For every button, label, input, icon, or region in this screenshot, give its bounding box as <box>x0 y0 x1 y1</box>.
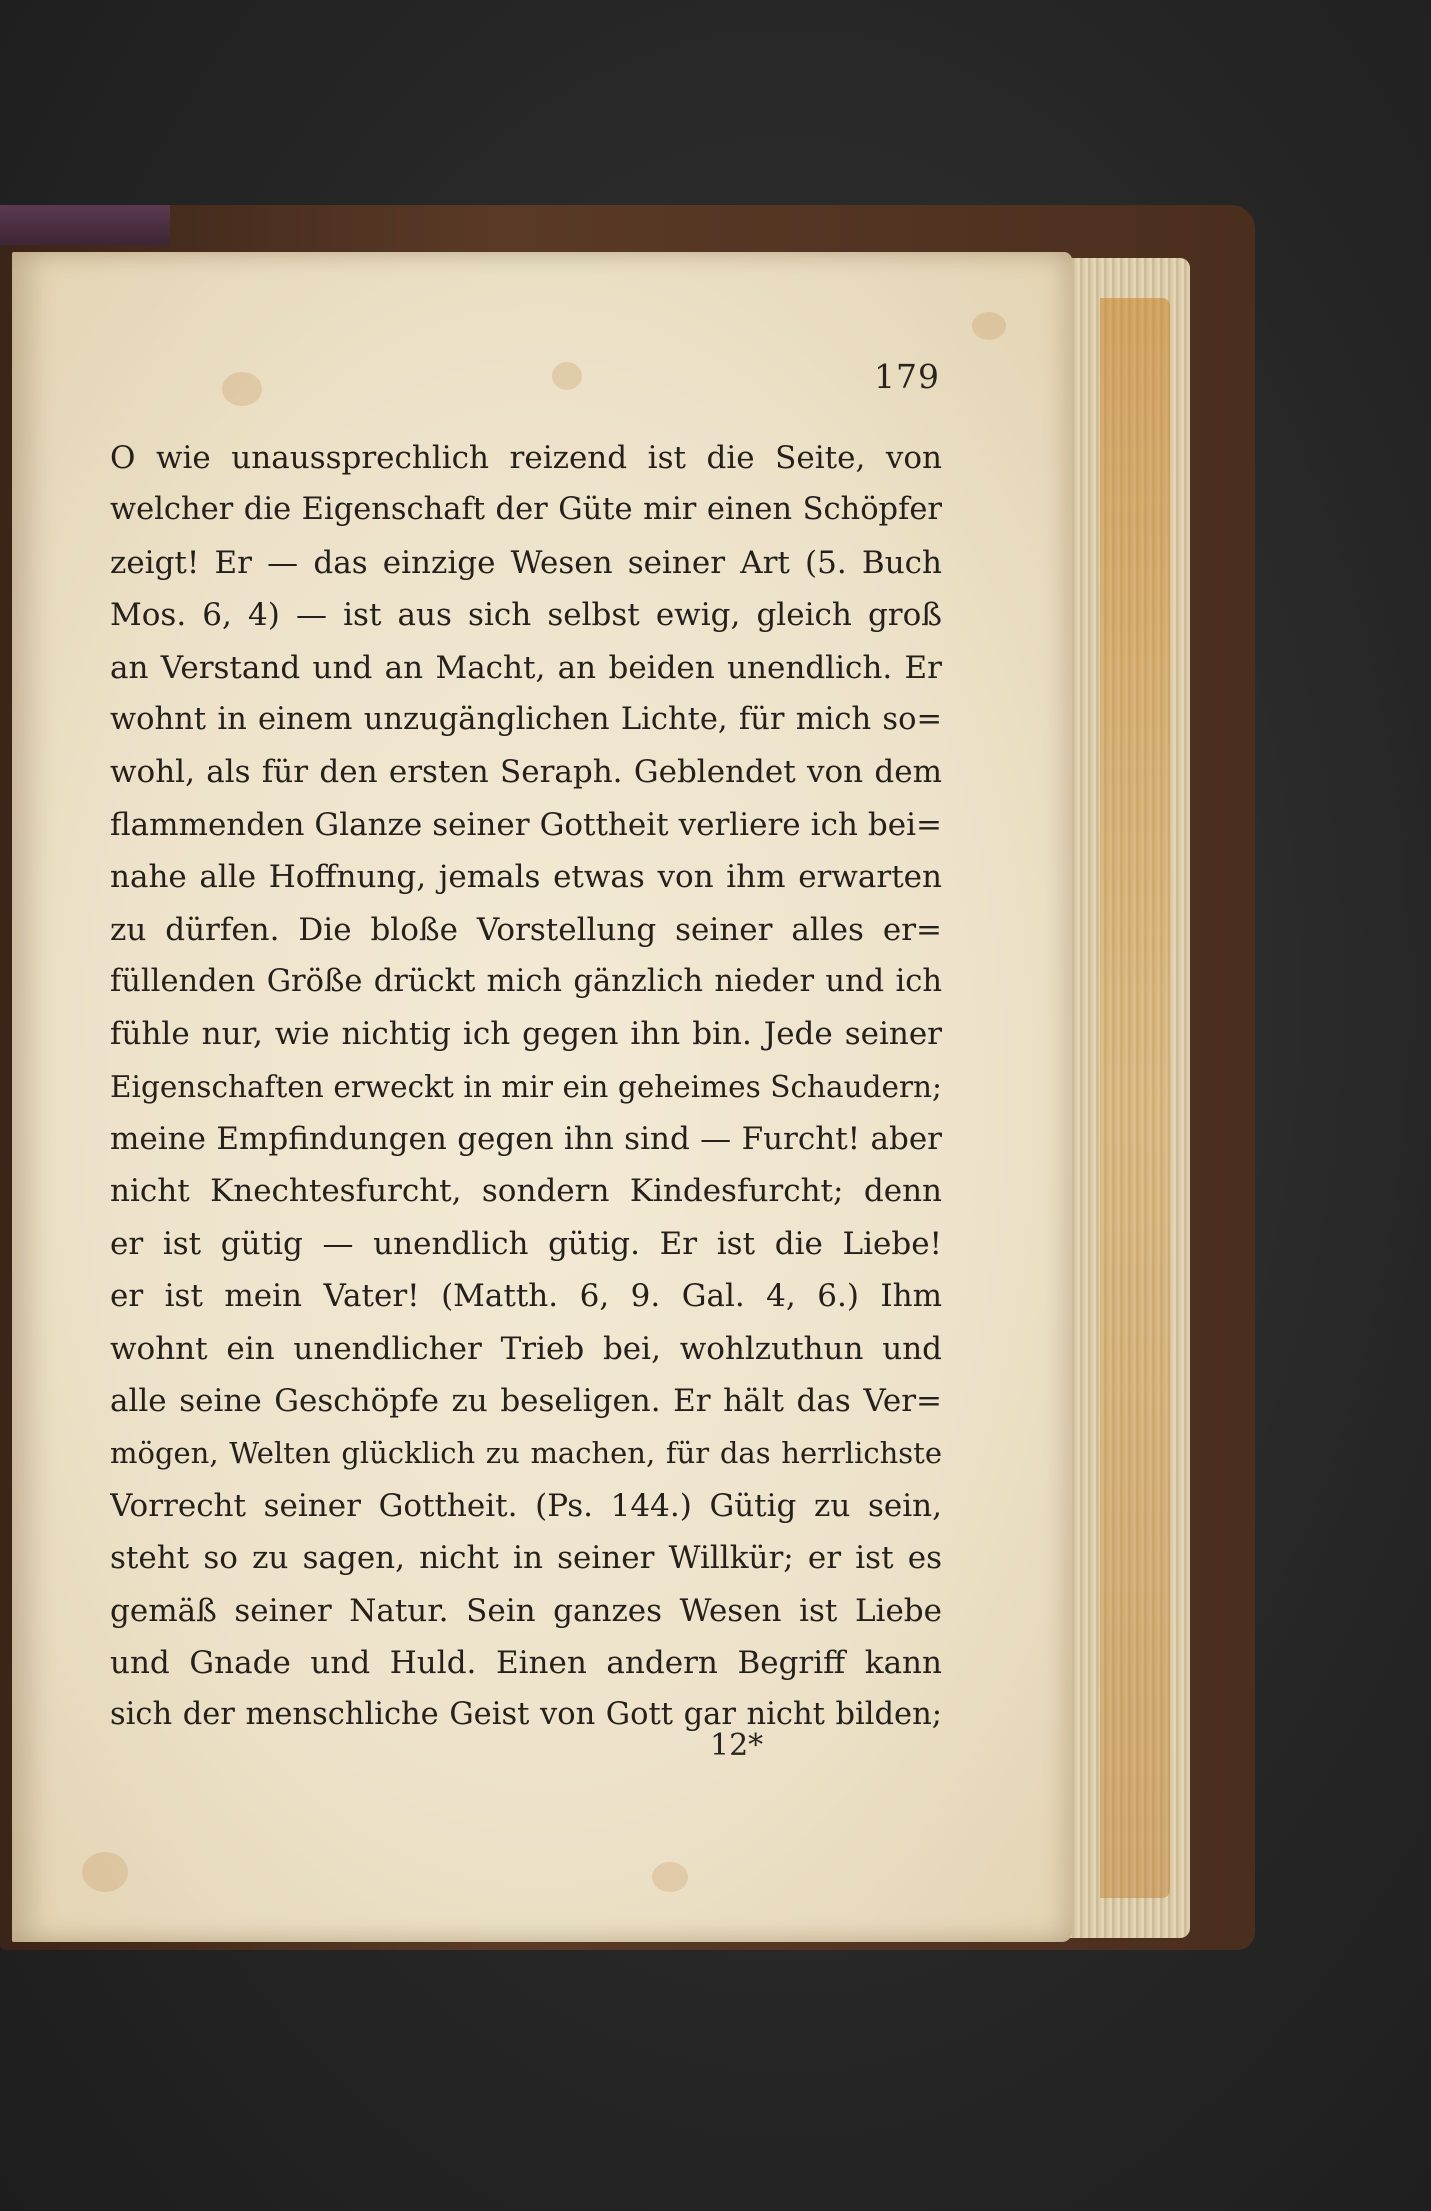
text-line: wohnt ein unendlicher Trieb bei, wohlzuthun und <box>110 1330 942 1367</box>
text-line: zeigt! Er — das einzige Wesen seiner Art (5. Buch <box>110 544 942 581</box>
text-line: er ist gütig — unendlich gütig. Er ist die Liebe! <box>110 1225 942 1262</box>
text-line: wohnt in einem unzugänglichen Lichte, für mich so= <box>110 701 942 737</box>
text-line: zu dürfen. Die bloße Vorstellung seiner alles er= <box>110 911 942 948</box>
text-line: meine Empfindungen gegen ihn sind — Furcht! aber <box>110 1121 942 1158</box>
text-line: er ist mein Vater! (Matth. 6, 9. Gal. 4, 6.) Ihm <box>110 1278 942 1315</box>
text-line: Vorrecht seiner Gottheit. (Ps. 144.) Gütig zu sein, <box>110 1487 942 1524</box>
text-line: nahe alle Hoffnung, jemals etwas von ihm erwarten <box>110 859 942 896</box>
text-line: an Verstand und an Macht, an beiden unendlich. Er <box>110 649 942 686</box>
text-line: wohl, als für den ersten Seraph. Geblendet von dem <box>110 754 942 791</box>
text-line: Mos. 6, 4) — ist aus sich selbst ewig, gleich groß <box>110 597 942 634</box>
text-line: und Gnade und Huld. Einen andern Begriff kann <box>110 1644 942 1681</box>
foxing-stain <box>82 1852 128 1892</box>
book-spine-band <box>0 205 170 245</box>
text-line: steht so zu sagen, nicht in seiner Willkür; er ist es <box>110 1540 942 1577</box>
foxing-stain <box>552 362 582 390</box>
text-line: nicht Knechtesfurcht, sondern Kindesfurcht; denn <box>110 1173 942 1210</box>
foxing-stain <box>652 1862 688 1892</box>
text-line: sich der menschliche Geist von Gott gar nicht bilden; <box>110 1697 942 1733</box>
text-line: alle seine Geschöpfe zu beseligen. Er hält das Ver= <box>110 1383 942 1420</box>
text-line: O wie unaussprechlich reizend ist die Seite, von <box>110 440 942 476</box>
text-line: mögen, Welten glücklich zu machen, für das herrlichste <box>110 1436 942 1471</box>
page-block-edges <box>1060 258 1190 1938</box>
text-line: füllenden Größe drückt mich gänzlich nieder und ich <box>110 963 942 999</box>
signature-mark: 12* <box>710 1728 764 1763</box>
text-line: welcher die Eigenschaft der Güte mir einen Schöpfer <box>110 492 942 528</box>
text-line: gemäß seiner Natur. Sein ganzes Wesen ist Liebe <box>110 1592 942 1629</box>
text-line: Eigenschaften erweckt in mir ein geheimes Schaudern; <box>110 1069 942 1104</box>
foxing-stain <box>222 372 262 406</box>
foxing-stain <box>972 312 1006 340</box>
text-line: fühle nur, wie nichtig ich gegen ihn bin. Jede seiner <box>110 1016 942 1053</box>
text-line: flammenden Glanze seiner Gottheit verliere ich bei= <box>110 806 942 843</box>
page-number: 179 <box>874 357 940 396</box>
body-text <box>110 432 942 1742</box>
